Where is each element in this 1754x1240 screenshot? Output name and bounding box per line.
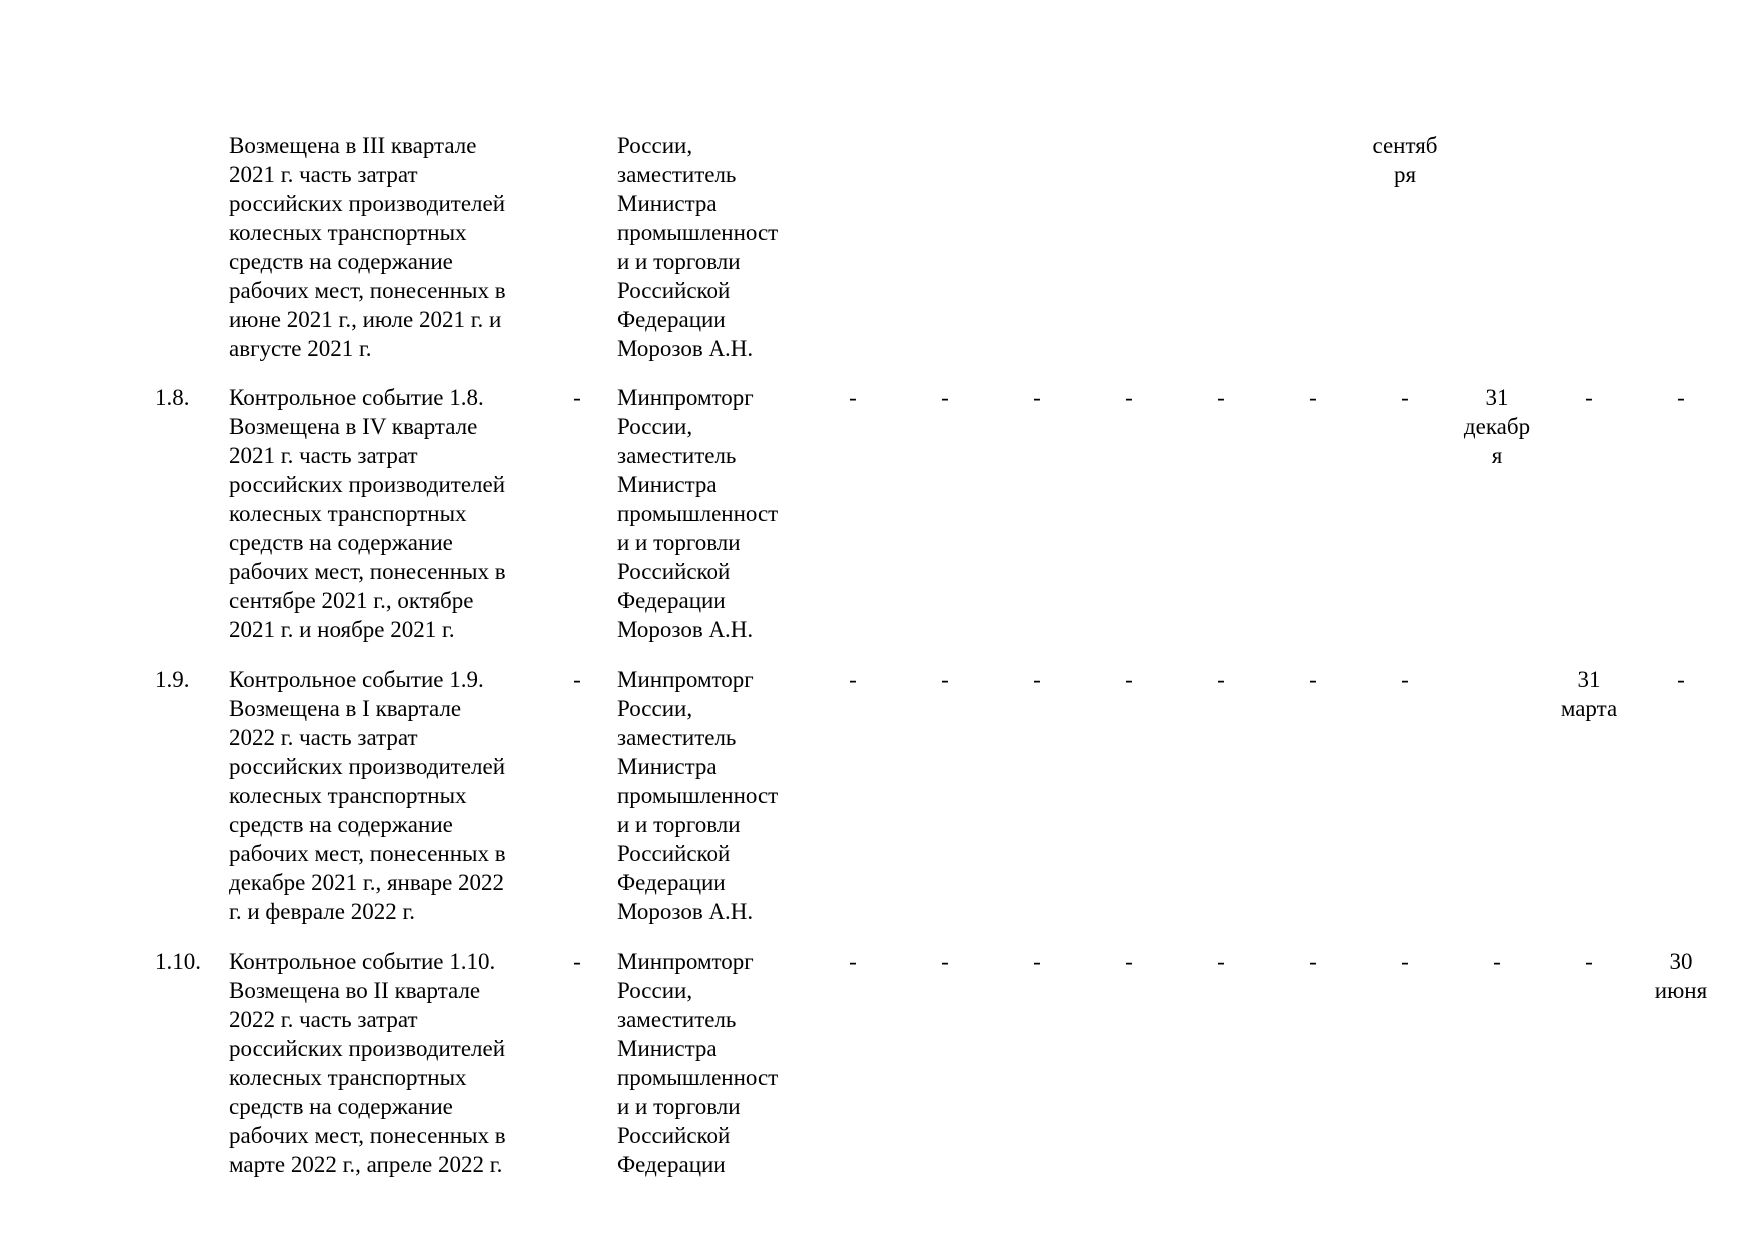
quarter-cell: - [1309, 667, 1317, 692]
deadline-cell: сентяб ря [1372, 133, 1438, 187]
row-number: 1.9. [155, 667, 190, 692]
quarter-cell: - [1585, 385, 1593, 410]
quarter-cell: - [1217, 385, 1225, 410]
quarter-cell: - [1033, 385, 1041, 410]
row-number: 1.10. [155, 949, 201, 974]
quarter-cell: - [1493, 949, 1501, 974]
code-cell: - [573, 949, 581, 974]
deadline-cell: 30 июня [1654, 949, 1708, 1003]
quarter-cell: - [849, 385, 857, 410]
event-description: Контрольное событие 1.10. Возмещена во II квартале 2022 г. часть затрат российских производителей колесных транспортных средств на содержание рабочих мест, понесенных в марте 2022 г., апреле 2022 г. [229, 949, 506, 1177]
quarter-cell: - [1033, 667, 1041, 692]
quarter-cell: - [1125, 949, 1133, 974]
event-description: Контрольное событие 1.9. Возмещена в I квартале 2022 г. часть затрат российских производителей колесных транспортных средств на содержание рабочих мест, понесенных в декабре 2021 г., январе 2022 г. и феврале 2022 г. [229, 667, 506, 924]
row-number: 1.8. [155, 385, 190, 410]
quarter-cell: - [941, 949, 949, 974]
quarter-cell: - [1309, 949, 1317, 974]
quarter-cell: - [849, 949, 857, 974]
responsible-executor: Минпромторг России, заместитель Министра промышленност и и торговли Российской Федерации Морозов А.Н. [617, 385, 779, 642]
responsible-executor: Минпромторг России, заместитель Министра промышленност и и торговли Российской Федерации Морозов А.Н. [617, 667, 779, 924]
quarter-cell: - [1125, 667, 1133, 692]
quarter-cell: - [1401, 949, 1409, 974]
quarter-cell: - [1033, 949, 1041, 974]
quarter-cell: - [1677, 385, 1685, 410]
responsible-executor: Минпромторг России, заместитель Министра промышленност и и торговли Российской Федерации [617, 949, 779, 1177]
quarter-cell: - [1309, 385, 1317, 410]
quarter-cell: - [1585, 949, 1593, 974]
deadline-cell: 31 марта [1560, 667, 1618, 721]
quarter-cell: - [1217, 667, 1225, 692]
quarter-cell: - [941, 385, 949, 410]
event-description: Возмещена в III квартале 2021 г. часть затрат российских производителей колесных транспортных средств на содержание рабочих мест, понесенных в июне 2021 г., июле 2021 г. и августе 2021 г. [229, 133, 506, 361]
event-description: Контрольное событие 1.8. Возмещена в IV квартале 2021 г. часть затрат российских производителей колесных транспортных средств на содержание рабочих мест, понесенных в сентябре 2021 г., октябре 2021 г. и ноябре 2021 г. [229, 385, 506, 642]
quarter-cell: - [1677, 667, 1685, 692]
code-cell: - [573, 385, 581, 410]
quarter-cell: - [1401, 667, 1409, 692]
quarter-cell: - [1401, 385, 1409, 410]
quarter-cell: - [1217, 949, 1225, 974]
quarter-cell: - [1125, 385, 1133, 410]
responsible-executor: России, заместитель Министра промышленност и и торговли Российской Федерации Морозов А.Н. [617, 133, 779, 361]
deadline-cell: 31 декабр я [1463, 385, 1531, 468]
quarter-cell: - [941, 667, 949, 692]
code-cell: - [573, 667, 581, 692]
quarter-cell: - [849, 667, 857, 692]
